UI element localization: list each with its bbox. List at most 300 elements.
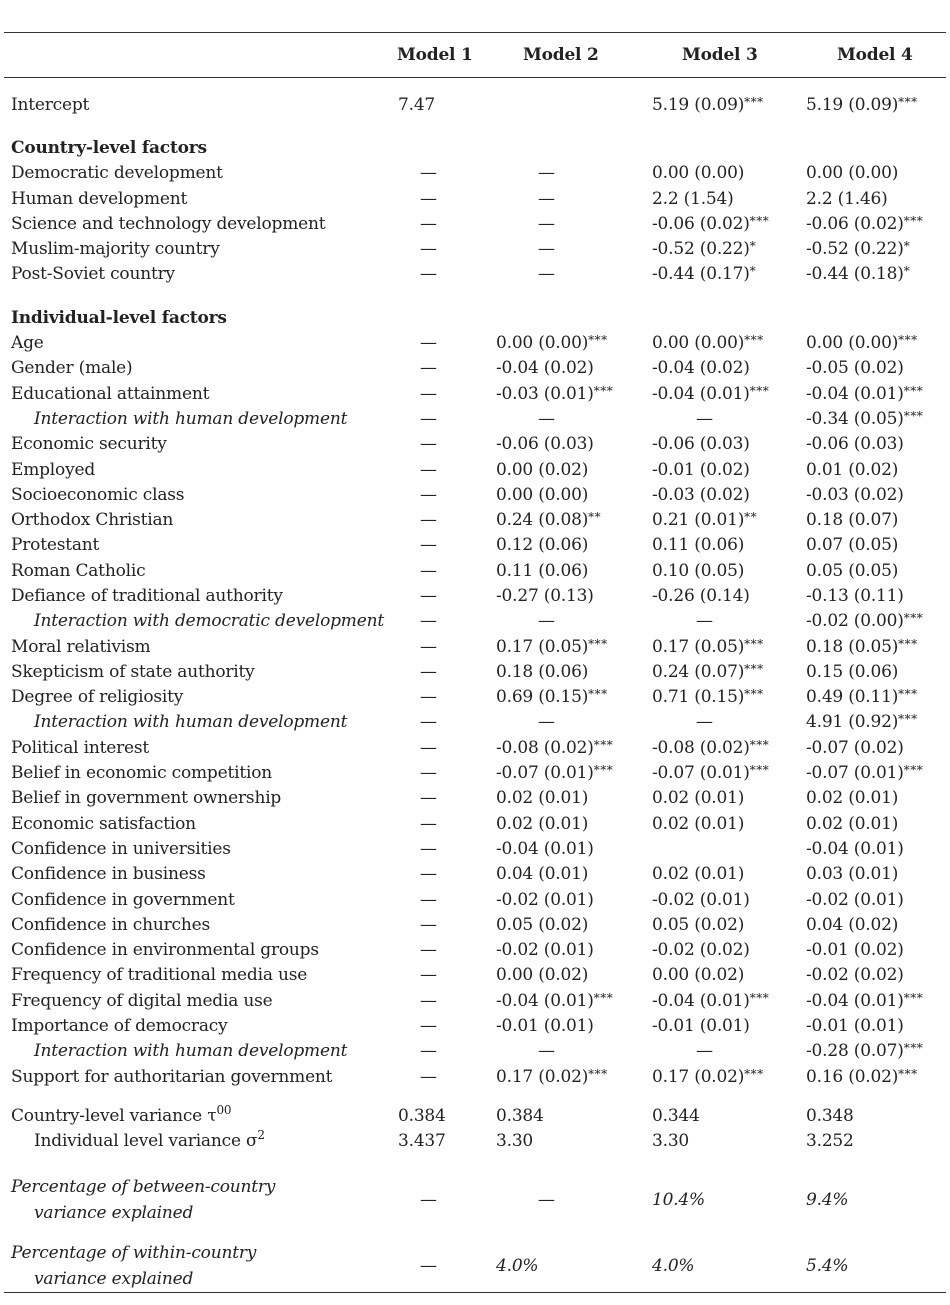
cell-value: -0.27 (0.13) (496, 585, 594, 606)
cell-value: 2.2 (1.46) (806, 188, 888, 209)
cell-value: -0.02 (0.00) (806, 611, 904, 632)
cell-model-3 (642, 988, 796, 1013)
cell-model-2 (488, 533, 642, 558)
row-label: Importance of democracy (11, 1016, 228, 1037)
cell-model-3 (642, 558, 796, 583)
cell-value: 0.02 (0.01) (652, 864, 745, 885)
cell-model-2: — (538, 1041, 555, 1062)
significance-stars: *** (898, 712, 918, 727)
table-row (4, 236, 946, 261)
row-label (4, 1129, 392, 1154)
cell-value: 0.02 (0.01) (652, 813, 745, 834)
cell-model-3 (642, 161, 796, 186)
cell-value: 0.24 (0.07) (652, 661, 745, 682)
cell-model-3 (642, 186, 796, 211)
cell-value: -0.04 (0.02) (496, 358, 594, 379)
cell-model-2: — (538, 163, 555, 184)
cell-model-1: — (392, 1240, 488, 1293)
header-model-2: Model 2 (488, 33, 642, 78)
cell-model-3: 3.30 (652, 1131, 690, 1152)
within-country-row (4, 1240, 946, 1293)
cell-value: -0.02 (0.01) (496, 940, 594, 961)
cell-value: -0.04 (0.01) (496, 990, 594, 1011)
cell-value: -0.01 (0.01) (652, 1016, 750, 1037)
cell-model-4: 5.4% (796, 1240, 946, 1293)
cell-value: 0.11 (0.06) (496, 560, 589, 581)
cell-value: 5.19 (0.09) (652, 94, 745, 115)
significance-stars: *** (588, 687, 608, 702)
cell-model-3 (642, 786, 796, 811)
cell-model-2 (488, 786, 642, 811)
cell-value: -0.08 (0.02) (496, 737, 594, 758)
cell-model-4 (796, 912, 946, 937)
cell-model-1: — (420, 712, 437, 733)
spacer-row (4, 117, 946, 131)
cell-value: 0.18 (0.07) (806, 510, 899, 531)
table-row (4, 862, 946, 887)
cell-model-3 (642, 634, 796, 659)
cell-model-2 (488, 887, 642, 912)
cell-value: 0.00 (0.00) (496, 484, 589, 505)
significance-stars: *** (744, 661, 764, 676)
cell-model-4 (796, 659, 946, 684)
table-row (4, 432, 946, 457)
cell-model-3 (642, 1064, 796, 1089)
cell-model-1: — (420, 864, 437, 885)
significance-stars: *** (588, 333, 608, 348)
section-row (4, 301, 946, 330)
cell-model-1: — (420, 990, 437, 1011)
cell-model-4 (796, 938, 946, 963)
cell-model-1: — (420, 788, 437, 809)
label-line-2: variance explained (34, 1202, 194, 1223)
cell-model-1: — (420, 163, 437, 184)
cell-value: -0.05 (0.02) (806, 358, 904, 379)
cell-model-3 (642, 836, 796, 861)
table-row (4, 634, 946, 659)
cell-value: -0.04 (0.01) (496, 838, 594, 859)
significance-stars: *** (749, 213, 770, 228)
table-row (4, 760, 946, 785)
cell-model-1: — (420, 636, 437, 657)
cell-model-1: — (420, 560, 437, 581)
cell-model-2 (488, 330, 642, 355)
row-label (4, 1240, 392, 1293)
row-label: Confidence in environmental groups (11, 940, 319, 961)
cell-model-3 (642, 533, 796, 558)
cell-model-3: — (696, 611, 713, 632)
cell-value: 0.24 (0.08) (496, 510, 589, 531)
cell-value: 0.15 (0.06) (806, 661, 899, 682)
cell-model-3 (642, 887, 796, 912)
cell-value: -0.02 (0.02) (806, 965, 904, 986)
cell-model-1: — (420, 1189, 437, 1210)
cell-value: 2.2 (1.54) (652, 188, 734, 209)
spacer-row (4, 78, 946, 93)
cell-value: 0.00 (0.02) (652, 965, 745, 986)
cell-value: -0.06 (0.03) (496, 434, 594, 455)
between-country-row (4, 1174, 946, 1226)
cell-value: 0.00 (0.02) (496, 965, 589, 986)
country-variance-row (4, 1103, 946, 1128)
row-label: Defiance of traditional authority (11, 585, 283, 606)
significance-stars: * (749, 264, 757, 279)
cell-value: -0.28 (0.07) (806, 1041, 904, 1062)
row-label: Confidence in churches (11, 914, 210, 935)
table-row (4, 735, 946, 760)
cell-model-1: — (420, 914, 437, 935)
cell-model-3 (642, 659, 796, 684)
cell-model-2 (488, 836, 642, 861)
table-row (4, 887, 946, 912)
cell-model-1: — (420, 213, 437, 234)
cell-value: 0.00 (0.00) (806, 333, 899, 354)
table-row (4, 211, 946, 236)
cell-model-2: — (538, 712, 555, 733)
cell-value: 0.49 (0.11) (806, 687, 899, 708)
cell-value: -0.03 (0.02) (652, 484, 750, 505)
cell-model-3: — (696, 1041, 713, 1062)
cell-value: -0.07 (0.01) (652, 763, 750, 784)
cell-model-2: — (538, 239, 555, 260)
cell-model-2 (488, 381, 642, 406)
cell-model-1: — (420, 358, 437, 379)
cell-model-1: — (420, 965, 437, 986)
cell-value: 0.12 (0.06) (496, 535, 589, 556)
cell-model-3 (642, 685, 796, 710)
table-row (4, 583, 946, 608)
significance-stars: *** (593, 737, 614, 752)
significance-stars: * (903, 239, 911, 254)
cell-value: 0.07 (0.05) (806, 535, 899, 556)
cell-model-2: — (538, 408, 555, 429)
table-row (4, 988, 946, 1013)
cell-model-1: 3.437 (398, 1131, 446, 1152)
table-row (4, 457, 946, 482)
cell-value: 0.02 (0.01) (806, 788, 899, 809)
header-model-1: Model 1 (392, 33, 488, 78)
row-label: Belief in government ownership (11, 788, 282, 809)
cell-model-4 (796, 406, 946, 431)
cell-value: -0.03 (0.02) (806, 484, 904, 505)
cell-value: 0.17 (0.05) (652, 636, 745, 657)
row-label: Interaction with human development (34, 1041, 348, 1062)
cell-model-3 (642, 963, 796, 988)
cell-value: -0.02 (0.01) (652, 889, 750, 910)
table-row (4, 406, 946, 431)
cell-value: -0.13 (0.11) (806, 585, 904, 606)
cell-value: 0.05 (0.02) (652, 914, 745, 935)
significance-stars: *** (898, 333, 918, 348)
spacer-row (4, 287, 946, 301)
row-label: Protestant (11, 535, 100, 556)
cell-model-4 (796, 862, 946, 887)
significance-stars: *** (898, 687, 918, 702)
table-row (4, 685, 946, 710)
cell-model-2 (488, 938, 642, 963)
row-label: Age (11, 333, 44, 354)
intercept-model-4 (796, 92, 946, 117)
cell-model-4 (796, 710, 946, 735)
cell-model-3 (642, 211, 796, 236)
cell-model-4 (796, 583, 946, 608)
cell-value: -0.04 (0.01) (652, 383, 750, 404)
cell-model-1: — (420, 813, 437, 834)
cell-model-1: — (420, 434, 437, 455)
table-row (4, 938, 946, 963)
significance-stars: *** (749, 763, 770, 778)
section-row (4, 131, 946, 160)
cell-model-4 (796, 211, 946, 236)
cell-value: 0.02 (0.01) (806, 813, 899, 834)
cell-model-2 (488, 583, 642, 608)
cell-model-3: — (696, 408, 713, 429)
cell-model-1: — (420, 510, 437, 531)
cell-model-1: — (420, 408, 437, 429)
significance-stars: *** (903, 213, 924, 228)
cell-value: -0.01 (0.01) (496, 1016, 594, 1037)
table-row (4, 912, 946, 937)
cell-model-2 (488, 432, 642, 457)
row-label: Human development (11, 188, 188, 209)
cell-model-1: — (420, 383, 437, 404)
header-model-3: Model 3 (642, 33, 796, 78)
cell-model-2 (488, 760, 642, 785)
cell-model-3 (642, 862, 796, 887)
cell-model-4 (796, 685, 946, 710)
cell-model-3: — (696, 712, 713, 733)
cell-model-2: 4.0% (488, 1240, 642, 1293)
cell-model-4 (796, 356, 946, 381)
significance-stars: *** (744, 636, 764, 651)
cell-model-3 (642, 262, 796, 287)
table-row (4, 533, 946, 558)
cell-model-2: — (538, 213, 555, 234)
cell-model-4 (796, 186, 946, 211)
cell-value: 0.17 (0.02) (652, 1066, 745, 1087)
cell-model-2: — (538, 611, 555, 632)
cell-value: -0.06 (0.03) (652, 434, 750, 455)
row-label: Moral relativism (11, 636, 151, 657)
cell-model-3 (642, 356, 796, 381)
cell-value: 0.03 (0.01) (806, 864, 899, 885)
row-label: Confidence in universities (11, 838, 231, 859)
cell-model-4 (796, 432, 946, 457)
cell-model-4 (796, 533, 946, 558)
cell-model-3 (642, 236, 796, 261)
cell-value: 0.02 (0.01) (652, 788, 745, 809)
table-row (4, 558, 946, 583)
cell-model-3: 0.344 (652, 1105, 700, 1126)
cell-model-4 (796, 161, 946, 186)
cell-model-1: — (420, 1066, 437, 1087)
cell-model-2 (488, 659, 642, 684)
cell-model-4 (796, 735, 946, 760)
cell-model-3 (642, 330, 796, 355)
cell-model-4 (796, 1013, 946, 1038)
table-row (4, 356, 946, 381)
cell-model-2 (488, 811, 642, 836)
cell-model-1: — (420, 459, 437, 480)
table-row (4, 786, 946, 811)
significance-stars: *** (588, 636, 608, 651)
cell-value: -0.06 (0.03) (806, 434, 904, 455)
significance-stars: ** (744, 510, 758, 525)
row-label: Belief in economic competition (11, 763, 272, 784)
cell-model-1: — (420, 585, 437, 606)
significance-stars: *** (903, 408, 924, 423)
cell-value: 0.04 (0.02) (806, 914, 899, 935)
cell-model-2: 0.384 (496, 1105, 544, 1126)
cell-model-3 (642, 482, 796, 507)
cell-value: -0.08 (0.02) (652, 737, 750, 758)
row-label: Economic satisfaction (11, 813, 196, 834)
significance-stars: *** (749, 990, 770, 1005)
cell-model-2 (488, 482, 642, 507)
cell-model-1: — (420, 763, 437, 784)
cell-model-4 (796, 330, 946, 355)
label-line-1: Percentage of within-country (11, 1242, 257, 1263)
row-label: Confidence in government (11, 889, 235, 910)
cell-value: -0.52 (0.22) (652, 239, 750, 260)
cell-value: -0.04 (0.01) (806, 990, 904, 1011)
cell-value: -0.04 (0.01) (806, 383, 904, 404)
row-label: Gender (male) (11, 358, 133, 379)
cell-value: 0.69 (0.15) (496, 687, 589, 708)
table-row (4, 1013, 946, 1038)
cell-model-2 (488, 912, 642, 937)
cell-value: -0.06 (0.02) (652, 213, 750, 234)
country-section-heading: Country-level factors (11, 137, 207, 158)
cell-model-4 (796, 811, 946, 836)
cell-value: 0.21 (0.01) (652, 510, 745, 531)
variance-superscript: 00 (216, 1102, 232, 1117)
significance-stars: *** (749, 737, 770, 752)
cell-value: 0.17 (0.05) (496, 636, 589, 657)
significance-stars: *** (903, 383, 924, 398)
cell-model-3 (642, 1013, 796, 1038)
cell-model-3 (642, 938, 796, 963)
cell-model-3 (642, 811, 796, 836)
cell-value: 0.01 (0.02) (806, 459, 899, 480)
table-row (4, 609, 946, 634)
row-label: Confidence in business (11, 864, 206, 885)
cell-value: -0.04 (0.02) (652, 358, 750, 379)
significance-stars: * (749, 239, 757, 254)
row-label: Interaction with democratic development (34, 611, 384, 632)
cell-model-4 (796, 381, 946, 406)
cell-model-3 (642, 735, 796, 760)
cell-model-2 (488, 735, 642, 760)
significance-stars: *** (903, 1041, 924, 1056)
cell-model-2 (488, 988, 642, 1013)
table-row (4, 262, 946, 287)
cell-value: -0.01 (0.02) (806, 940, 904, 961)
table-row (4, 836, 946, 861)
significance-stars: *** (749, 383, 770, 398)
cell-model-4 (796, 963, 946, 988)
row-label: Frequency of traditional media use (11, 965, 308, 986)
table-row (4, 186, 946, 211)
cell-model-4 (796, 836, 946, 861)
cell-value: -0.03 (0.01) (496, 383, 594, 404)
cell-value: -0.02 (0.01) (806, 889, 904, 910)
cell-value: -0.34 (0.05) (806, 408, 904, 429)
cell-value: -0.01 (0.01) (806, 1016, 904, 1037)
cell-value: 0.18 (0.06) (496, 661, 589, 682)
cell-value: -0.02 (0.01) (496, 889, 594, 910)
row-label (4, 1103, 392, 1128)
regression-table (4, 32, 946, 1293)
header-model-4: Model 4 (796, 33, 946, 78)
cell-value: 5.19 (0.09) (806, 94, 899, 115)
significance-stars: *** (903, 611, 924, 626)
cell-model-4 (796, 482, 946, 507)
cell-model-4 (796, 236, 946, 261)
cell-model-3 (642, 432, 796, 457)
cell-value: -0.02 (0.02) (652, 940, 750, 961)
cell-model-1: — (420, 535, 437, 556)
cell-model-4 (796, 887, 946, 912)
cell-value: -0.07 (0.01) (496, 763, 594, 784)
cell-model-4 (796, 1064, 946, 1089)
significance-stars: *** (903, 763, 924, 778)
cell-model-3 (642, 583, 796, 608)
cell-model-1: — (420, 333, 437, 354)
table-row (4, 1039, 946, 1064)
cell-value: -0.07 (0.02) (806, 737, 904, 758)
cell-model-2: — (538, 264, 555, 285)
individual-variance-row (4, 1129, 946, 1154)
variance-label: Country-level variance τ (11, 1105, 217, 1126)
cell-model-4 (796, 558, 946, 583)
cell-model-1: — (420, 940, 437, 961)
table-row (4, 963, 946, 988)
cell-model-1: — (420, 838, 437, 859)
table-row (4, 659, 946, 684)
cell-model-2 (488, 634, 642, 659)
table-row (4, 381, 946, 406)
cell-value: -0.06 (0.02) (806, 213, 904, 234)
row-label: Orthodox Christian (11, 510, 174, 531)
row-label: Interaction with human development (34, 712, 348, 733)
row-label: Skepticism of state authority (11, 661, 255, 682)
significance-stars: *** (744, 333, 764, 348)
cell-value: 0.00 (0.00) (652, 163, 745, 184)
row-label: Post-Soviet country (11, 264, 175, 285)
cell-model-1: — (420, 1041, 437, 1062)
cell-model-1: — (420, 188, 437, 209)
variance-label: Individual level variance σ (34, 1131, 258, 1152)
cell-model-2 (488, 1064, 642, 1089)
significance-stars: *** (593, 763, 614, 778)
cell-value: -0.01 (0.02) (652, 459, 750, 480)
cell-value: -0.04 (0.01) (806, 838, 904, 859)
significance-stars: *** (744, 1066, 764, 1081)
cell-model-4 (796, 1039, 946, 1064)
spacer-row (4, 1089, 946, 1103)
cell-model-3 (642, 381, 796, 406)
label-line-1: Percentage of between-country (11, 1176, 276, 1197)
table-body (4, 78, 946, 1293)
cell-model-3 (642, 912, 796, 937)
label-line-2: variance explained (34, 1268, 194, 1289)
cell-value: 0.04 (0.01) (496, 864, 589, 885)
cell-value: 0.02 (0.01) (496, 788, 589, 809)
row-label: Political interest (11, 737, 150, 758)
cell-model-3 (642, 760, 796, 785)
cell-model-2 (488, 1013, 642, 1038)
